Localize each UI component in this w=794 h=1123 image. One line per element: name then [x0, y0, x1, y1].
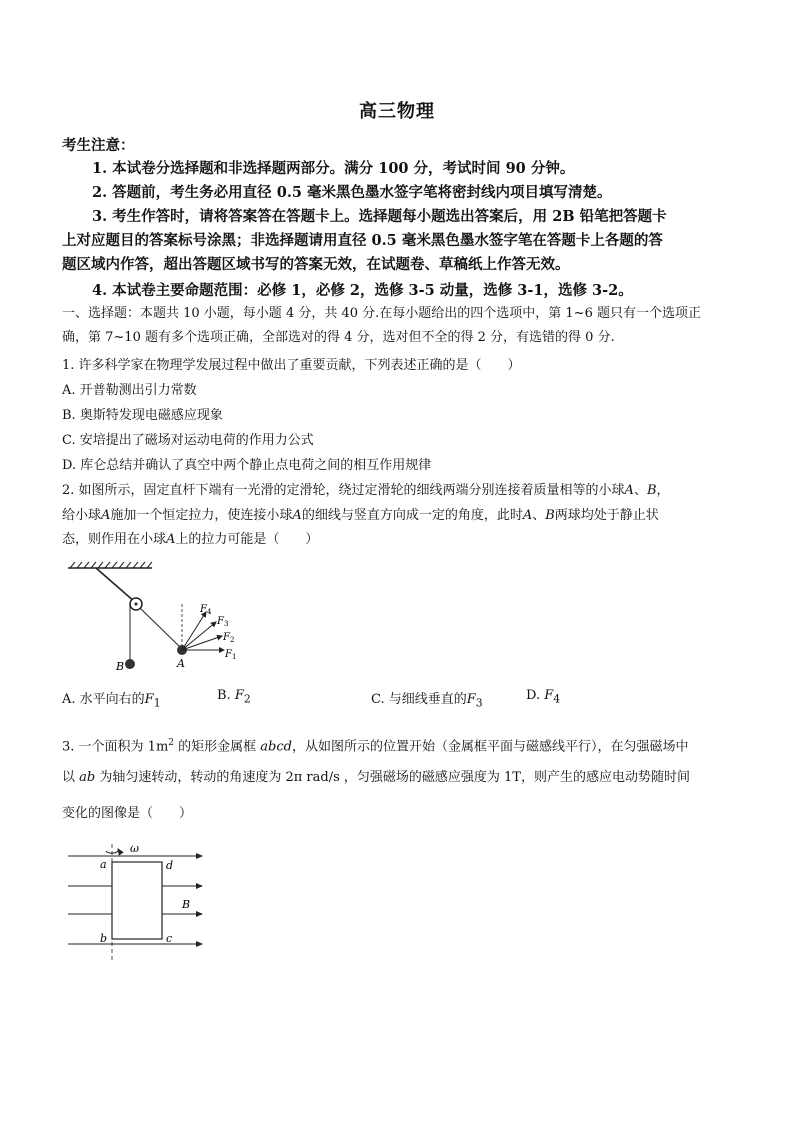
q2-stem-line-3: 态，则作用在小球A上的拉力可能是（ ） [62, 532, 319, 547]
q2-stem-line-1: 2. 如图所示，固定直杆下端有一光滑的定滑轮，绕过定滑轮的细线两端分别连接着质量相等的小球A、B， [62, 483, 670, 498]
svg-text:F3: $F_3$ [217, 616, 229, 628]
notice-item-4: 4. 本试卷主要命题范围：必修 1，必修 2，选修 3-5 动量，选修 3-1，选修 3-2。 [92, 282, 633, 299]
pulley-axle [135, 603, 138, 606]
q2-option-b: B. $F_2$ [217, 688, 251, 706]
notice-heading: 考生注意： [62, 137, 135, 154]
ceiling [68, 562, 152, 568]
svg-text:b: b [100, 932, 108, 945]
metal-frame-abcd [112, 862, 162, 939]
q3-stem-line-1: 3. 一个面积为 $1m^2$ 的矩形金属框 abcd，从如图所示的位置开始（金属框平面与磁感线平行），在匀强磁场中 [62, 738, 689, 755]
string-to-a [140, 608, 181, 648]
page-title: 高三物理 [359, 101, 435, 122]
notice-item-1: 1. 本试卷分选择题和非选择题两部分。满分 100 分，考试时间 90 分钟。 [92, 160, 575, 177]
svg-text:B: B [182, 898, 191, 911]
svg-text:c: c [166, 932, 173, 945]
arrow-f3 [182, 622, 216, 650]
notice-item-3-cont2: 题区域内作答，超出答题区域书写的答案无效，在试题卷、草稿纸上作答无效。 [62, 256, 570, 273]
q2-option-c: C. 与细线垂直的$F_3$ [371, 692, 483, 710]
q1-option-b: B. 奥斯特发现电磁感应现象 [62, 408, 223, 423]
notice-item-2: 2. 答题前，考生务必用直径 0.5 毫米黑色墨水签字笔将密封线内项目填写清楚。 [92, 184, 612, 201]
fixed-rod [96, 568, 135, 602]
svg-text:ω: ω [130, 842, 139, 855]
section-instructions-line-1: 一、选择题：本题共 10 小题，每小题 4 分，共 40 分.在每小题给出的四个选项中，第 1~6 题只有一个选项正 [62, 306, 701, 321]
q3-figure [60, 838, 210, 966]
section-instructions-line-2: 确，第 7~10 题有多个选项正确，全部选对的得 4 分，选对但不全的得 2 分，有选错的得 0 分. [62, 330, 615, 345]
q2-option-a: A. 水平向右的$F_1$ [62, 692, 161, 710]
svg-text:F4: $F_4$ [200, 604, 212, 616]
svg-text:F1: $F_1$ [225, 649, 237, 661]
ball-b [125, 659, 135, 669]
force-labels [199, 604, 236, 661]
label-ball-b: B [116, 660, 125, 673]
arrow-f4 [182, 612, 206, 650]
label-ball-a: A [177, 657, 185, 670]
q2-stem-line-2: 给小球A施加一个恒定拉力，使连接小球A的细线与竖直方向成一定的角度，此时A、B两球均处于静止状 [62, 508, 659, 523]
q1-option-a: A. 开普勒测出引力常数 [62, 383, 197, 398]
q1-option-c: C. 安培提出了磁场对运动电荷的作用力公式 [62, 433, 314, 448]
notice-item-3: 3. 考生作答时，请将答案答在答题卡上。选择题每小题选出答案后，用 2B 铅笔把答题卡 [92, 208, 667, 225]
q1-stem: 1. 许多科学家在物理学发展过程中做出了重要贡献，下列表述正确的是（ ） [62, 358, 521, 373]
arrow-f2 [182, 636, 222, 650]
q3-stem-line-3: 变化的图像是（ ） [62, 806, 193, 821]
q1-option-d: D. 库仑总结并确认了真空中两个静止点电荷之间的相互作用规律 [62, 458, 432, 473]
q2-option-d: D. $F_4$ [526, 688, 561, 706]
svg-text:d: d [166, 859, 174, 872]
notice-item-3-cont: 上对应题目的答案标号涂黑；非选择题请用直径 0.5 毫米黑色墨水签字笔在答题卡上各题的答 [62, 232, 663, 249]
q2-figure [60, 560, 260, 675]
svg-text:a: a [100, 858, 107, 871]
svg-text:F2: $F_2$ [223, 632, 235, 644]
q3-stem-line-2: 以 ab 为轴匀速转动，转动的角速度为 2π rad/s ，匀强磁场的磁感应强度为 1T，则产生的感应电动势随时间 [62, 770, 690, 785]
